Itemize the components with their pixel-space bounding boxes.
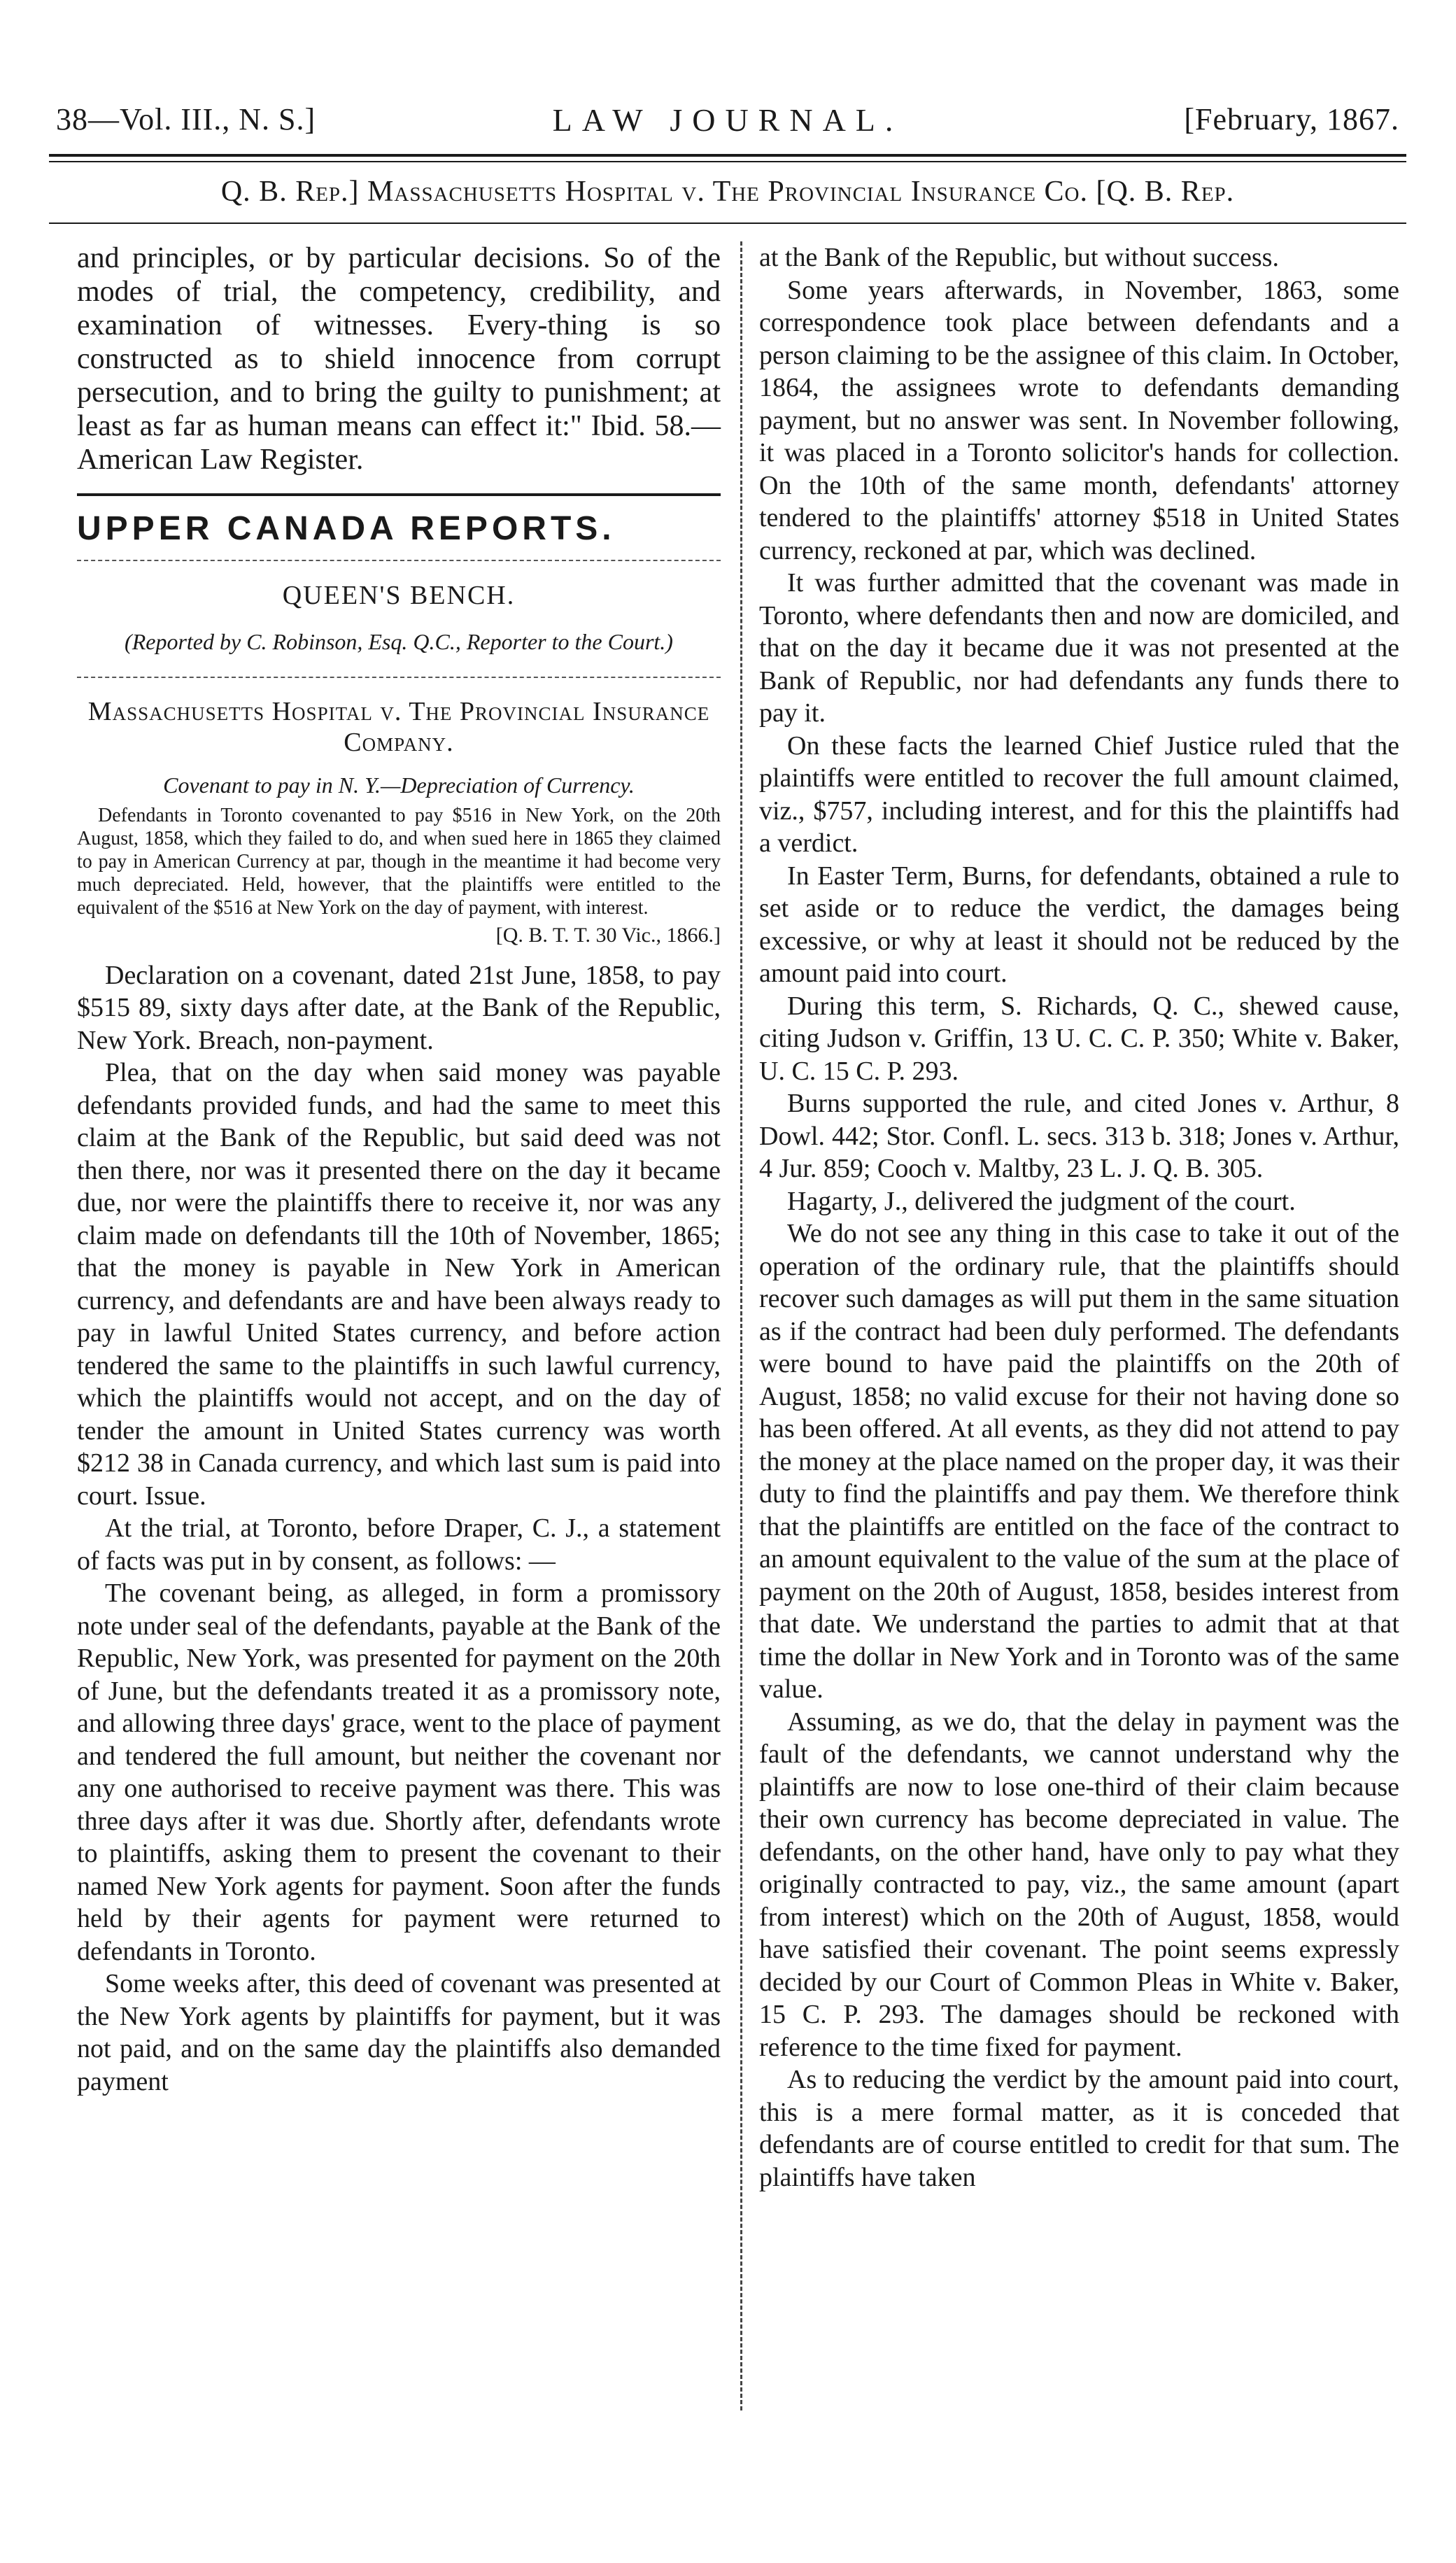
reporter-line: (Reported by C. Robinson, Esq. Q.C., Reporter to the Court.) xyxy=(125,629,673,654)
paragraph-covenant: The covenant being, as alleged, in form a promissory note under seal of the defendants, payable at the Bank of the Republic, New York, was presented for payment on the 20th of June, but the defendants treated it as a promissory note, and allowing three days' grace, went to the place of payment and tendered the full amount, but neither the covenant nor any one authorised to receive payment was there. This was three days after it was due. Shortly after, defendants wrote to plaintiffs, asking them to present the covenant to their named New York agents for payment. Soon after the funds held by their agents for payment were returned to defendants in Toronto. xyxy=(77,1579,721,1966)
headnote-title: Covenant to pay in N. Y.—Depreciation of Currency. xyxy=(163,772,635,798)
paragraph-continued: at the Bank of the Republic, but without success. xyxy=(759,243,1279,272)
journal-title: LAW JOURNAL. xyxy=(552,102,903,138)
section-title: UPPER CANADA REPORTS. xyxy=(77,510,616,547)
header-rule-thin xyxy=(49,161,1406,162)
case-header-rule xyxy=(49,223,1406,224)
term-citation: [Q. B. T. T. 30 Vic., 1866.] xyxy=(495,924,721,947)
paragraph-reduction: As to reducing the verdict by the amount paid into court, this is a mere formal matter, as it is conceded that defendants are of course entitled to credit for that sum. The plaintiffs have taken xyxy=(759,2065,1399,2192)
header-rule-thick xyxy=(49,154,1406,157)
left-column xyxy=(77,241,721,2098)
continued-paragraph: and principles, or by particular decisions. So of the modes of trial, the competency, credibility, and examination of witnesses. Every-thing is so constructed as to shield innocence from corrupt persecution, and to bring the guilty to punishment; at least as far as human means can effect it:" Ibid. 58.—American Law Register. xyxy=(77,242,721,476)
paragraph-declaration: Declaration on a covenant, dated 21st June, 1858, to pay $515 89, sixty days after date, at the Bank of the Republic, New York. Breach, non-payment. xyxy=(77,960,721,1055)
paragraph-admission: It was further admitted that the covenant was made in Toronto, where defendants then and now are domiciled, and that on the day it became due it was not presented at the Bank of Republic, nor had defendants any funds there to pay it. xyxy=(759,568,1399,728)
paragraph-delay: Assuming, as we do, that the delay in payment was the fault of the defendants, we cannot understand why the plaintiffs are now to lose one-third of their claim because their own currency has become depreciated in value. The defendants, on the other hand, have only to pay what they originally contracted to pay, viz., the same amount (apart from interest) which on the 20th of August, 1858, would have satisfied their covenant. The point seems expressly decided by our Court of Common Pleas in White v. Baker, 15 C. P. 293. The damages should be reckoned with reference to the time fixed for payment. xyxy=(759,1707,1399,2062)
page-header xyxy=(49,80,1406,143)
paragraph-presentment: Some weeks after, this deed of covenant was presented at the New York agents by plaintiffs for payment, but it was not paid, and on the same day the plaintiffs also demanded payment xyxy=(77,1969,721,2096)
paragraph-easter-term: In Easter Term, Burns, for defendants, obtained a rule to set aside or to reduce the verdict, the damages being excessive, or why at least it should not be reduced by the amount paid into court. xyxy=(759,861,1399,988)
paragraph-judgment: We do not see any thing in this case to take it out of the operation of the ordinary rule, that the plaintiffs should recover such damages as will put them in the same situation as if the contract had been duly performed. The defendants were bound to have paid the plaintiffs on the 20th of August, 1858; no valid excuse for their not having done so has been offered. At all events, as they did not attend to pay the money at the place named on the proper day, it was their duty to find the plaintiffs and pay them. We therefore think that the plaintiffs are entitled on the face of the contract to an amount equivalent to the value of the sum at the place of payment on the 20th of August, 1858, besides interest from that date. We understand the parties to admit that at that time the dollar in New York and in Toronto was of the same value. xyxy=(759,1219,1399,1704)
running-case-title: Q. B. Rep.] Massachusetts Hospital v. The Provincial Insurance Co. [Q. B. Rep. xyxy=(220,176,1235,208)
court-name: QUEEN'S BENCH. xyxy=(282,580,516,610)
paragraph-judgment-intro: Hagarty, J., delivered the judgment of the court. xyxy=(787,1186,1296,1216)
issue-date: [February, 1867. xyxy=(1184,102,1399,136)
paragraph-ruling: On these facts the learned Chief Justice ruled that the plaintiffs were entitled to recover the full amount claimed, viz., $757, including interest, and for this the plaintiffs had a verdict. xyxy=(759,730,1399,858)
case-title: Massachusetts Hospital v. The Provincial Insurance Company. xyxy=(87,696,710,757)
dashed-divider xyxy=(77,560,721,561)
paragraph-trial: At the trial, at Toronto, before Draper, C. J., a statement of facts was put in by consent, as follows: — xyxy=(77,1513,721,1576)
paragraph-rule-supported: Burns supported the rule, and cited Jones v. Arthur, 8 Dowl. 442; Stor. Confl. L. secs. 313 b. 318; Jones v. Arthur, 4 Jur. 859; Cooch v. Maltby, 23 L. J. Q. B. 305. xyxy=(759,1089,1399,1183)
section-divider xyxy=(77,493,721,496)
volume-label: 38—Vol. III., N. S.] xyxy=(56,102,316,136)
dashed-divider-2 xyxy=(77,677,721,678)
column-divider xyxy=(740,241,742,2410)
right-column xyxy=(759,241,1399,2194)
paragraph-correspondence: Some years afterwards, in November, 1863, some correspondence took place between defendants and a person claiming to be the assignee of this claim. In October, 1864, the assignees wrote to defendants demanding payment, but no answer was sent. In November following, it was placed in a Toronto solicitor's hands for collection. On the 10th of the same month, defendants' attorney tendered to the plaintiffs' attorney $518 in United States currency, reckoned at par, which was declined. xyxy=(759,275,1399,565)
paragraph-cause-shown: During this term, S. Richards, Q. C., shewed cause, citing Judson v. Griffin, 13 U. C. C. P. 350; White v. Baker, U. C. 15 C. P. 293. xyxy=(759,991,1399,1086)
paragraph-plea: Plea, that on the day when said money was payable defendants provided funds, and had the same to meet this claim at the Bank of the Republic, but said deed was not then there, nor was it presented there on the day it became due, nor were the plaintiffs there to receive it, nor was any claim made on defendants till the 10th of November, 1865; that the money is payable in New York in American currency, and defendants are and have been always ready to pay in lawful United States currency, and before action tendered the same to the plaintiffs in such lawful currency, which the plaintiffs would not accept, and on the day of tender the amount in United States currency was worth $212 38 in Canada currency, and which last sum is paid into court. Issue. xyxy=(77,1058,721,1511)
headnote: Defendants in Toronto covenanted to pay $516 in New York, on the 20th August, 1858, which they failed to do, and when sued here in 1865 they claimed to pay in American Currency at par, though in the meantime it had become very much depreciated. Held, however, that the plaintiffs were entitled to the equivalent of the $516 at New York on the day of payment, with interest. xyxy=(77,805,721,919)
